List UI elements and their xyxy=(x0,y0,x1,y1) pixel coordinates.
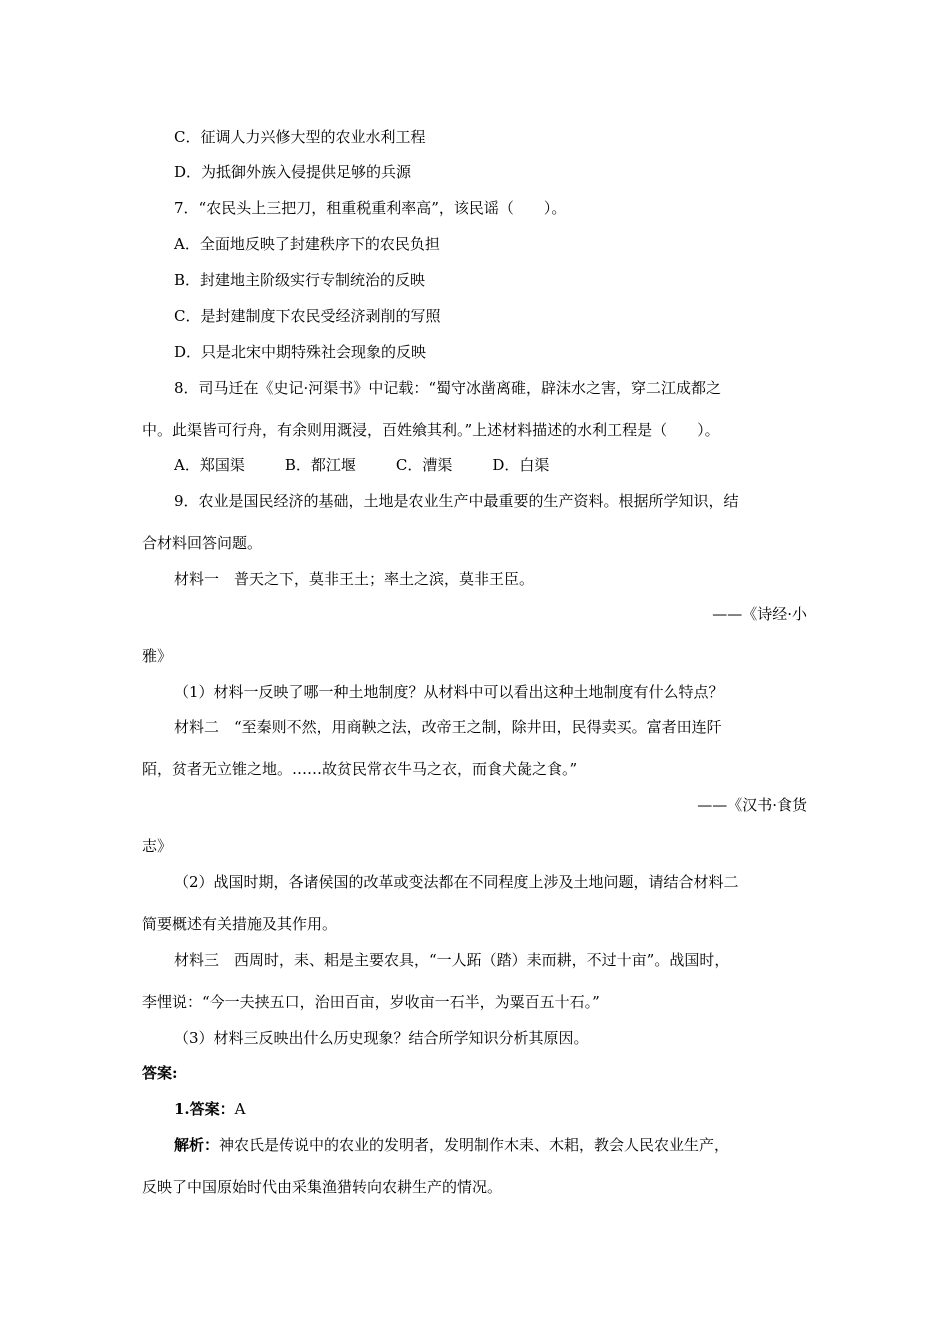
answer-heading: 答案: xyxy=(142,1064,178,1082)
sub-question-2-line-2: 简要概述有关措施及其作用。 xyxy=(142,915,338,933)
question-9-line-2: 合材料回答问题。 xyxy=(142,534,263,552)
explanation-line-2: 反映了中国原始时代由采集渔猎转向农耕生产的情况。 xyxy=(142,1178,503,1196)
material-2-line-1: 材料二 “至秦则不然，用商鞅之法，改帝王之制，除井田，民得卖买。富者田连阡 xyxy=(174,718,722,736)
material-2-source-cont: 志》 xyxy=(142,837,173,855)
sub-question-1: （1）材料一反映了哪一种土地制度？从材料中可以看出这种土地制度有什么特点？ xyxy=(174,683,724,701)
option-8a: A．郑国渠 xyxy=(174,456,245,474)
sub-question-3: （3）材料三反映出什么历史现象？结合所学知识分析其原因。 xyxy=(174,1029,589,1047)
answer-1-label: 1.答案： xyxy=(174,1100,235,1118)
material-3-line-1: 材料三 西周时，耒、耜是主要农具，“一人跖（踏）耒而耕，不过十亩”。战国时， xyxy=(174,951,730,969)
question-9-line-1: 9．农业是国民经济的基础，土地是农业生产中最重要的生产资料。根据所学知识，结 xyxy=(174,492,739,510)
option-7d: D．只是北宋中期特殊社会现象的反映 xyxy=(174,343,427,361)
question-7: 7．“农民头上三把刀，租重税重利率高”，该民谣（ ）。 xyxy=(174,199,567,217)
answer-1-value: A xyxy=(234,1100,246,1118)
material-1-source-cont: 雅》 xyxy=(142,647,173,665)
explanation-label: 解析： xyxy=(174,1136,220,1154)
material-2-line-2: 陌，贫者无立锥之地。……故贫民常衣牛马之衣，而食犬彘之食。” xyxy=(142,760,578,778)
material-1: 材料一 普天之下，莫非王土；率土之滨，莫非王臣。 xyxy=(174,570,535,588)
option-8b: B．都江堰 xyxy=(284,456,356,474)
material-3-line-2: 李悝说：“今一夫挟五口，治田百亩，岁收亩一石半，为粟百五十石。” xyxy=(142,993,600,1011)
question-8-options xyxy=(174,455,549,475)
explanation-text: 神农氏是传说中的农业的发明者，发明制作木耒、木耜，教会人民农业生产， xyxy=(219,1136,730,1154)
option-7c: C．是封建制度下农民受经济剥削的写照 xyxy=(174,307,441,325)
sub-question-2-line-1: （2）战国时期，各诸侯国的改革或变法都在不同程度上涉及土地问题，请结合材料二 xyxy=(174,873,739,891)
question-8-line-1: 8．司马迁在《史记·河渠书》中记载：“蜀守冰凿离碓，辟沫水之害，穿二江成都之 xyxy=(174,379,721,397)
option-7a: A．全面地反映了封建秩序下的农民负担 xyxy=(174,235,440,253)
answer-1 xyxy=(174,1099,246,1119)
question-8-line-2: 中。此渠皆可行舟，有余则用溉浸，百姓飨其利。”上述材料描述的水利工程是（ ）。 xyxy=(142,421,720,439)
option-6d: D．为抵御外族入侵提供足够的兵源 xyxy=(174,163,412,181)
material-1-source: ——《诗经·小 xyxy=(712,605,807,623)
option-7b: B．封建地主阶级实行专制统治的反映 xyxy=(174,271,426,289)
option-6c: C．征调人力兴修大型的农业水利工程 xyxy=(174,128,426,146)
option-8d: D．白渠 xyxy=(492,456,550,474)
option-8c: C．漕渠 xyxy=(395,456,453,474)
material-2-source: ——《汉书·食货 xyxy=(697,796,807,814)
explanation-line-1 xyxy=(174,1135,729,1155)
